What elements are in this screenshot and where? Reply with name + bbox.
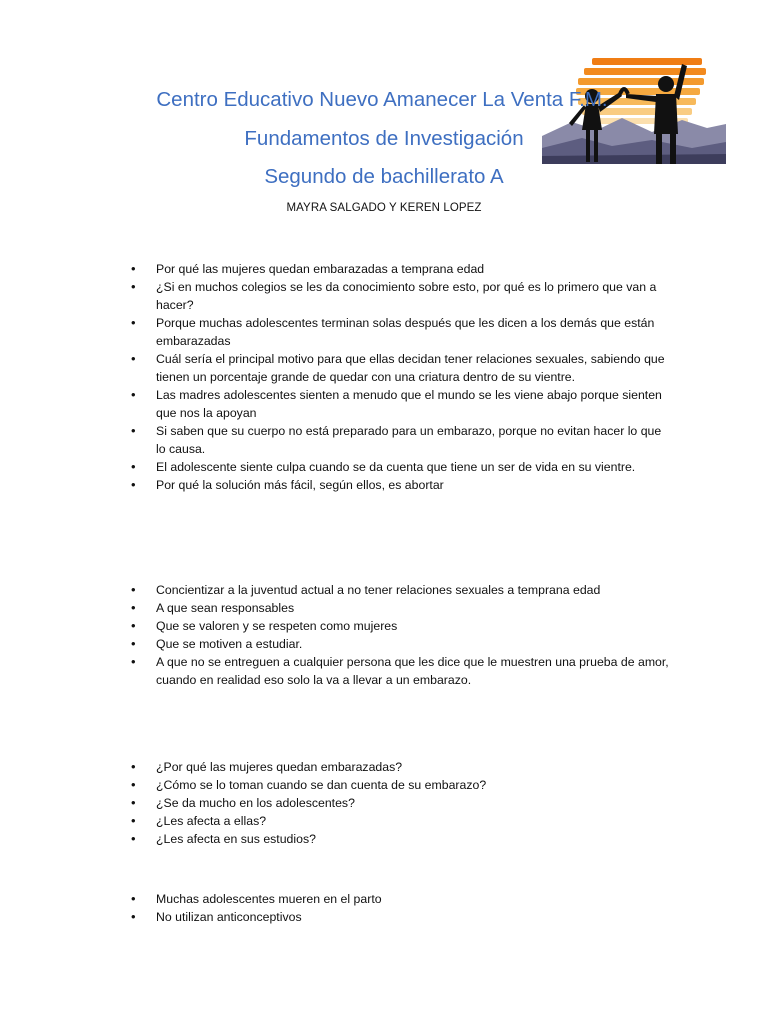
- list-item: • Concientizar a la juventud actual a no tener relaciones sexuales a temprana edad: [131, 581, 671, 599]
- list-item: • No utilizan anticonceptivos: [131, 908, 671, 926]
- list-item: • Que se motiven a estudiar.: [131, 635, 671, 653]
- list-item: • ¿Cómo se lo toman cuando se dan cuenta de su embarazo?: [131, 776, 671, 794]
- list-item: • ¿Por qué las mujeres quedan embarazadas?: [131, 758, 671, 776]
- list-item: • Porque muchas adolescentes terminan solas después que les dicen a los demás que están embarazadas: [131, 314, 671, 350]
- list-item: • Las madres adolescentes sienten a menudo que el mundo se les viene abajo porque sienten que nos la apoyan: [131, 386, 671, 422]
- list-item: • El adolescente siente culpa cuando se da cuenta que tiene un ser de vida en su vientre.: [131, 458, 671, 476]
- objectives-list: [131, 581, 671, 689]
- list-item: • Que se valoren y se respeten como mujeres: [131, 617, 671, 635]
- list-item: • ¿Si en muchos colegios se les da conocimiento sobre esto, por qué es lo primero que van a hacer?: [131, 278, 671, 314]
- authors-line: MAYRA SALGADO Y KEREN LOPEZ: [286, 202, 482, 214]
- course-title: Fundamentos de Investigación: [244, 127, 524, 150]
- school-logo-icon: [542, 56, 726, 168]
- questions-list: [131, 260, 671, 494]
- school-name-title: Centro Educativo Nuevo Amanecer La Venta F.M.: [156, 88, 608, 111]
- list-item: • ¿Les afecta a ellas?: [131, 812, 671, 830]
- list-item: • ¿Se da mucho en los adolescentes?: [131, 794, 671, 812]
- list-item: • A que sean responsables: [131, 599, 671, 617]
- list-item: • Si saben que su cuerpo no está preparado para un embarazo, porque no evitan hacer lo que lo causa.: [131, 422, 671, 458]
- list-item: • Por qué la solución más fácil, según ellos, es abortar: [131, 476, 671, 494]
- grade-title: Segundo de bachillerato A: [264, 165, 504, 188]
- list-item: • Por qué las mujeres quedan embarazadas a temprana edad: [131, 260, 671, 278]
- facts-list: [131, 890, 671, 926]
- list-item: • ¿Les afecta en sus estudios?: [131, 830, 671, 848]
- list-item: • Cuál sería el principal motivo para que ellas decidan tener relaciones sexuales, sabiendo que tienen un porcentaje grande de quedar con una criatura dentro de su vientre.: [131, 350, 671, 386]
- list-item: • A que no se entreguen a cualquier persona que les dice que le muestren una prueba de amor, cuando en realidad eso solo la va a llevar a un embarazo.: [131, 653, 671, 689]
- survey-questions-list: [131, 758, 671, 848]
- list-item: • Muchas adolescentes mueren en el parto: [131, 890, 671, 908]
